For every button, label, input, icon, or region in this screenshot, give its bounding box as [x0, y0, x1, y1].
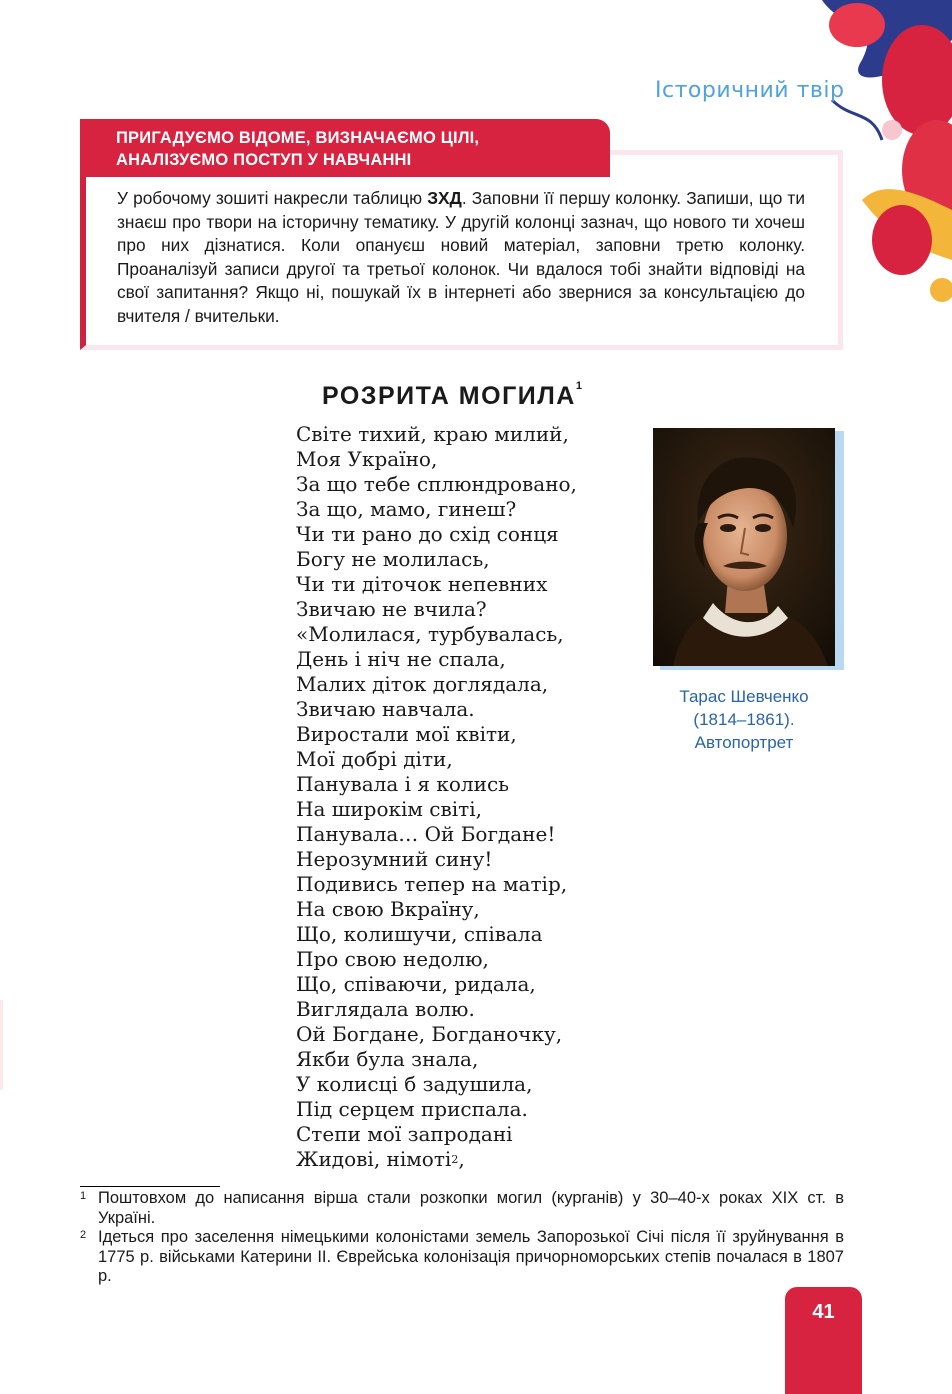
- portrait-image: [653, 428, 835, 666]
- footnote-number: 2: [80, 1229, 87, 1241]
- task-text-bold: ЗХД: [427, 188, 462, 208]
- poem-line: Звичаю не вчила?: [296, 597, 487, 621]
- poem-line-end: ,: [458, 1147, 465, 1171]
- poem-line: Мої добрі діти,: [296, 747, 453, 771]
- task-text-part1: У робочому зошиті накресли таблицю: [117, 188, 428, 208]
- poem-line: Звичаю навчала.: [296, 697, 475, 721]
- poem-line: Ой Богдане, Богданочку,: [296, 1022, 563, 1046]
- poem-line: Панувала… Ой Богдане!: [296, 822, 556, 846]
- poem-line: Панувала і я колись: [296, 772, 510, 796]
- poem-line: День і ніч не спала,: [296, 647, 506, 671]
- poem-line: Виростали мої квіти,: [296, 722, 517, 746]
- page-number: 41: [785, 1287, 862, 1394]
- poem-line: Виглядала волю.: [296, 997, 475, 1021]
- poem-line: За що тебе сплюндровано,: [296, 472, 577, 496]
- poem-footnote-ref: 2: [451, 1153, 459, 1166]
- poem-line: Світе тихий, краю милий,: [296, 422, 569, 446]
- task-text-part2: . Заповни її першу колонку. Запиши, що ти знаєш про твори на історичну тематику. У другій колонці зазнач, що нового ти хочеш про них дізнатися. Коли опануєш новий матеріал, заповни третю колонку. Проаналізуй записи другої та третьої колонок. Чи вдалося тобі знайти відповіді на свої запитання? Якщо ні, пошукай їх в інтернеті або звернися за консультацією до вчителя / вчительки.: [117, 188, 806, 326]
- poem-line: Нерозумний сину!: [296, 847, 493, 871]
- caption-line2: (1814–1861).: [693, 710, 795, 729]
- task-title-line1: ПРИГАДУЄМО ВІДОМЕ, ВИЗНАЧАЄМО ЦІЛІ,: [116, 129, 480, 147]
- portrait-caption: [655, 685, 833, 754]
- footnotes: [80, 1189, 844, 1287]
- poem-line: Чи ти рано до схід сонця: [296, 522, 559, 546]
- poem-line: Богу не молилась,: [296, 547, 490, 571]
- margin-mark: [0, 1000, 3, 1090]
- task-text: [117, 187, 805, 328]
- caption-line3: Автопортрет: [694, 733, 794, 752]
- poem-line: Моя Україно,: [296, 447, 438, 471]
- footnote-2: [80, 1228, 844, 1287]
- poem-line: Що, колишучи, співала: [296, 922, 543, 946]
- poem-line: Якби була знала,: [296, 1047, 479, 1071]
- poem-line: У колисці б задушила,: [296, 1072, 533, 1096]
- task-title-line2: АНАЛІЗУЄМО ПОСТУП У НАВЧАННІ: [116, 151, 412, 169]
- poem-line: Про свою недолю,: [296, 947, 489, 971]
- poem-title-text: РОЗРИТА МОГИЛА: [322, 382, 576, 410]
- poem-line: Подивись тепер на матір,: [296, 872, 568, 896]
- poem-line: Що, співаючи, ридала,: [296, 972, 536, 996]
- poem-title-footnote-ref: 1: [575, 380, 582, 392]
- portrait-icon: [653, 428, 835, 666]
- poem-line: За що, мамо, гинеш?: [296, 497, 517, 521]
- poem-line: «Молилася, турбувалась,: [296, 622, 564, 646]
- task-header: [80, 119, 610, 177]
- poem-line: Чи ти діточок непевних: [296, 572, 548, 596]
- footnote-divider: [80, 1186, 220, 1187]
- poem-line-text: Жидові, німоті: [296, 1147, 452, 1171]
- footnote-text: Поштовхом до написання вірша стали розкопки могил (курганів) у 30–40-х роках XIX ст. в Україні.: [98, 1189, 844, 1227]
- caption-line1: Тарас Шевченко: [679, 687, 809, 706]
- poem-line: Степи мої запродані: [296, 1122, 513, 1146]
- poem-line: Малих діток доглядала,: [296, 672, 549, 696]
- poem-title: [322, 382, 582, 411]
- poem-line: На широкім світі,: [296, 797, 482, 821]
- poem-line: На свою Вкраїну,: [296, 897, 480, 921]
- footnote-text: Ідеться про заселення німецькими колоністами земель Запорозької Січі після її зруйнування в 1775 р. військами Катерини II. Єврейська колонізація причорноморських степів почалася в 1807 р.: [98, 1228, 844, 1285]
- footnote-number: 1: [80, 1190, 87, 1202]
- footnote-1: [80, 1189, 844, 1228]
- poem-line-last: [296, 1147, 577, 1172]
- poem-body: [296, 422, 577, 1172]
- section-label: Історичний твір: [655, 78, 845, 103]
- poem-line: Під серцем приспала.: [296, 1097, 528, 1121]
